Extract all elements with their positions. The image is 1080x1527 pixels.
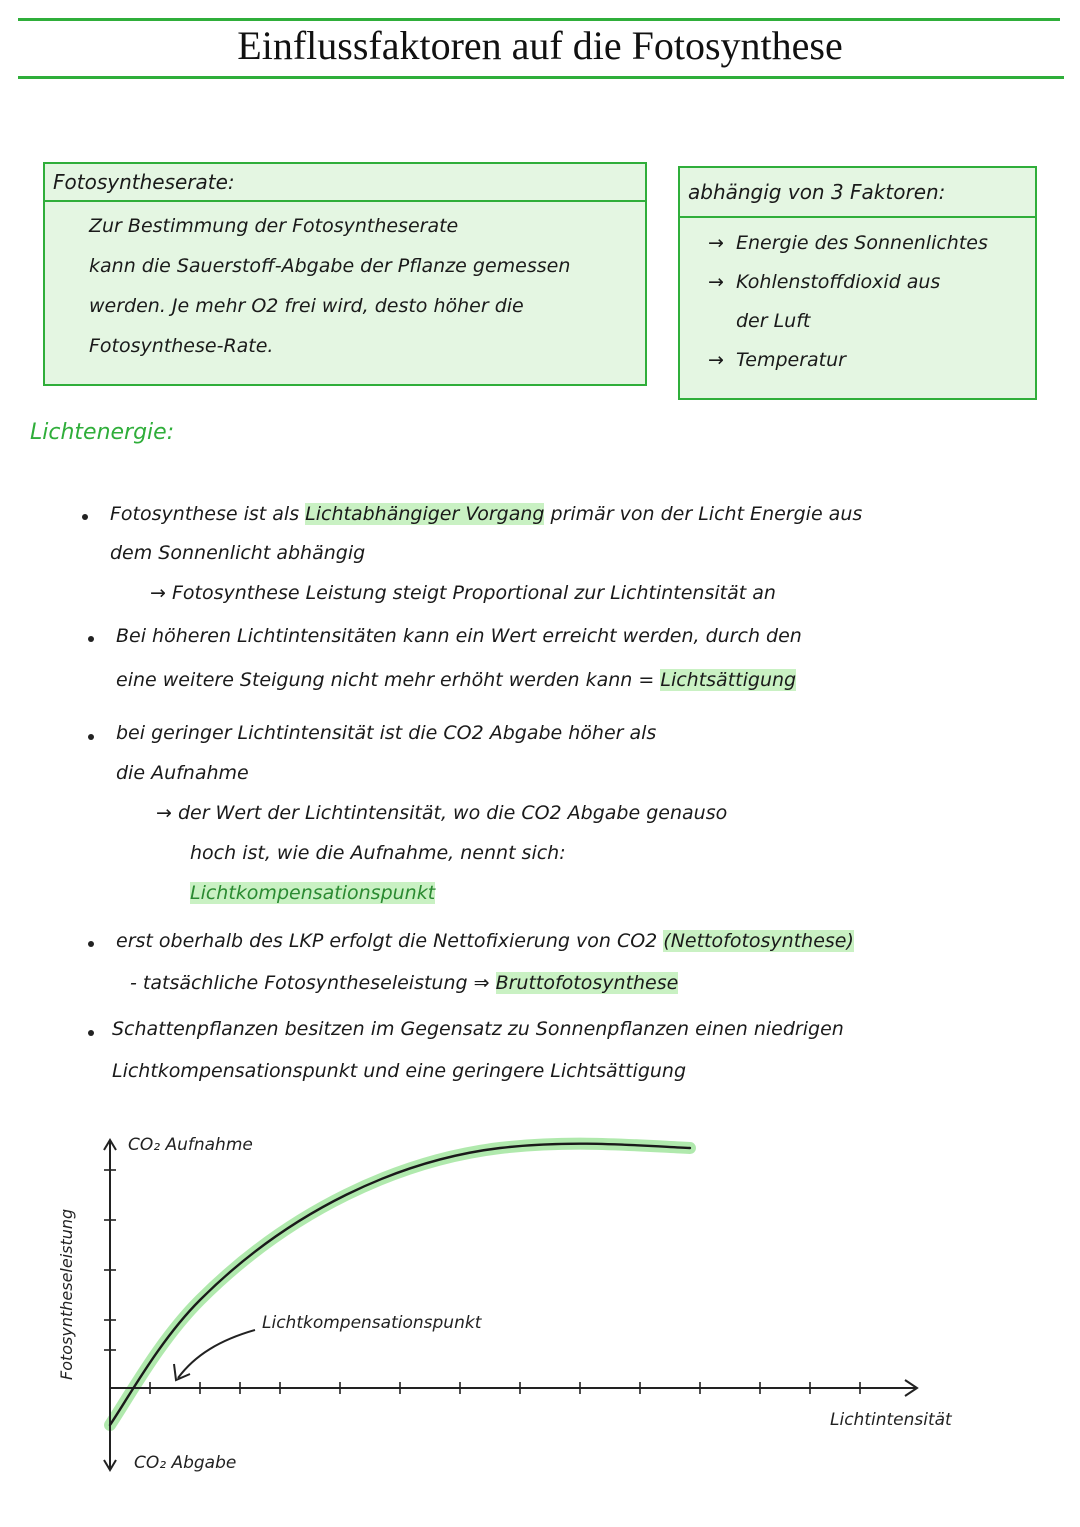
x-axis-label: Lichtintensität — [830, 1410, 952, 1430]
section-heading: Lichtenergie: — [30, 420, 175, 445]
annotation-arrow — [178, 1330, 255, 1378]
annotation-label: Lichtkompensationspunkt — [262, 1313, 482, 1333]
highlight-lichtsaettigung: Lichtsättigung — [660, 669, 797, 691]
rate-box-line: Fotosynthese-Rate. — [89, 335, 274, 357]
highlight-bruttofotosynthese: Bruttofotosynthese — [495, 972, 679, 994]
bullet-1-line-3: → Fotosynthese Leistung steigt Proportional zur Lichtintensität an — [150, 582, 776, 604]
bullet-2-line-2: eine weitere Steigung nicht mehr erhöht werden kann = Lichtsättigung — [116, 669, 797, 691]
bullet-3-line-3: → der Wert der Lichtintensität, wo die CO2 Abgabe genauso — [156, 802, 728, 824]
highlight-lichtabhaengig: Lichtabhängiger Vorgang — [305, 503, 545, 525]
arrow-right-icon: → — [708, 232, 724, 254]
factor-item: → Temperatur — [736, 341, 1025, 380]
rate-box-title: Fotosyntheserate: — [45, 164, 645, 202]
bullet-5-line-2: Lichtkompensationspunkt und eine geringere Lichtsättigung — [112, 1060, 687, 1082]
y-bottom-label: CO₂ Abgabe — [134, 1453, 237, 1473]
rate-box-line: Zur Bestimmung der Fotosyntheserate — [89, 215, 459, 237]
bullet-3-line-1: bei geringer Lichtintensität ist die CO2 Abgabe höher als — [116, 722, 657, 744]
factors-box-title: abhängig von 3 Faktoren: — [680, 168, 1035, 218]
factor-item: → Energie des Sonnenlichtes — [736, 224, 1025, 263]
rate-box-line: kann die Sauerstoff-Abgabe der Pflanze gemessen — [89, 255, 571, 277]
bullet-1-line-1: Fotosynthese ist als Lichtabhängiger Vorgang primär von der Licht Energie aus — [110, 503, 863, 525]
rate-box-line: werden. Je mehr O2 frei wird, desto höher die — [89, 295, 524, 317]
highlight-lichtkompensationspunkt: Lichtkompensationspunkt — [190, 882, 436, 904]
arrow-right-icon: → — [708, 271, 724, 293]
bullet-3-line-4: hoch ist, wie die Aufnahme, nennt sich: — [190, 842, 566, 864]
bullet-5-line-1: Schattenpflanzen besitzen im Gegensatz zu Sonnenpflanzen einen niedrigen — [112, 1018, 844, 1040]
bullet-1-line-2: dem Sonnenlicht abhängig — [110, 542, 366, 564]
bullet-4-line-1: erst oberhalb des LKP erfolgt die Nettofixierung von CO2 (Nettofotosynthese) — [116, 930, 854, 952]
highlight-nettofotosynthese: (Nettofotosynthese) — [663, 930, 854, 952]
y-top-label: CO₂ Aufnahme — [128, 1135, 253, 1155]
y-axis-label: Fotosyntheseleistung — [57, 1208, 76, 1380]
bullet-3-line-2: die Aufnahme — [116, 762, 249, 784]
arrow-right-icon: → — [708, 349, 724, 371]
factor-item: → Kohlenstoffdioxid aus — [736, 263, 1025, 302]
bullet-4-line-2: - tatsächliche Fotosyntheseleistung ⇒ Bruttofotosynthese — [130, 972, 679, 994]
factor-item-continuation: der Luft — [736, 310, 811, 332]
page-title: Einflussfaktoren auf die Fotosynthese — [237, 23, 843, 68]
bullet-2-line-1: Bei höheren Lichtintensitäten kann ein Wert erreicht werden, durch den — [116, 625, 802, 647]
